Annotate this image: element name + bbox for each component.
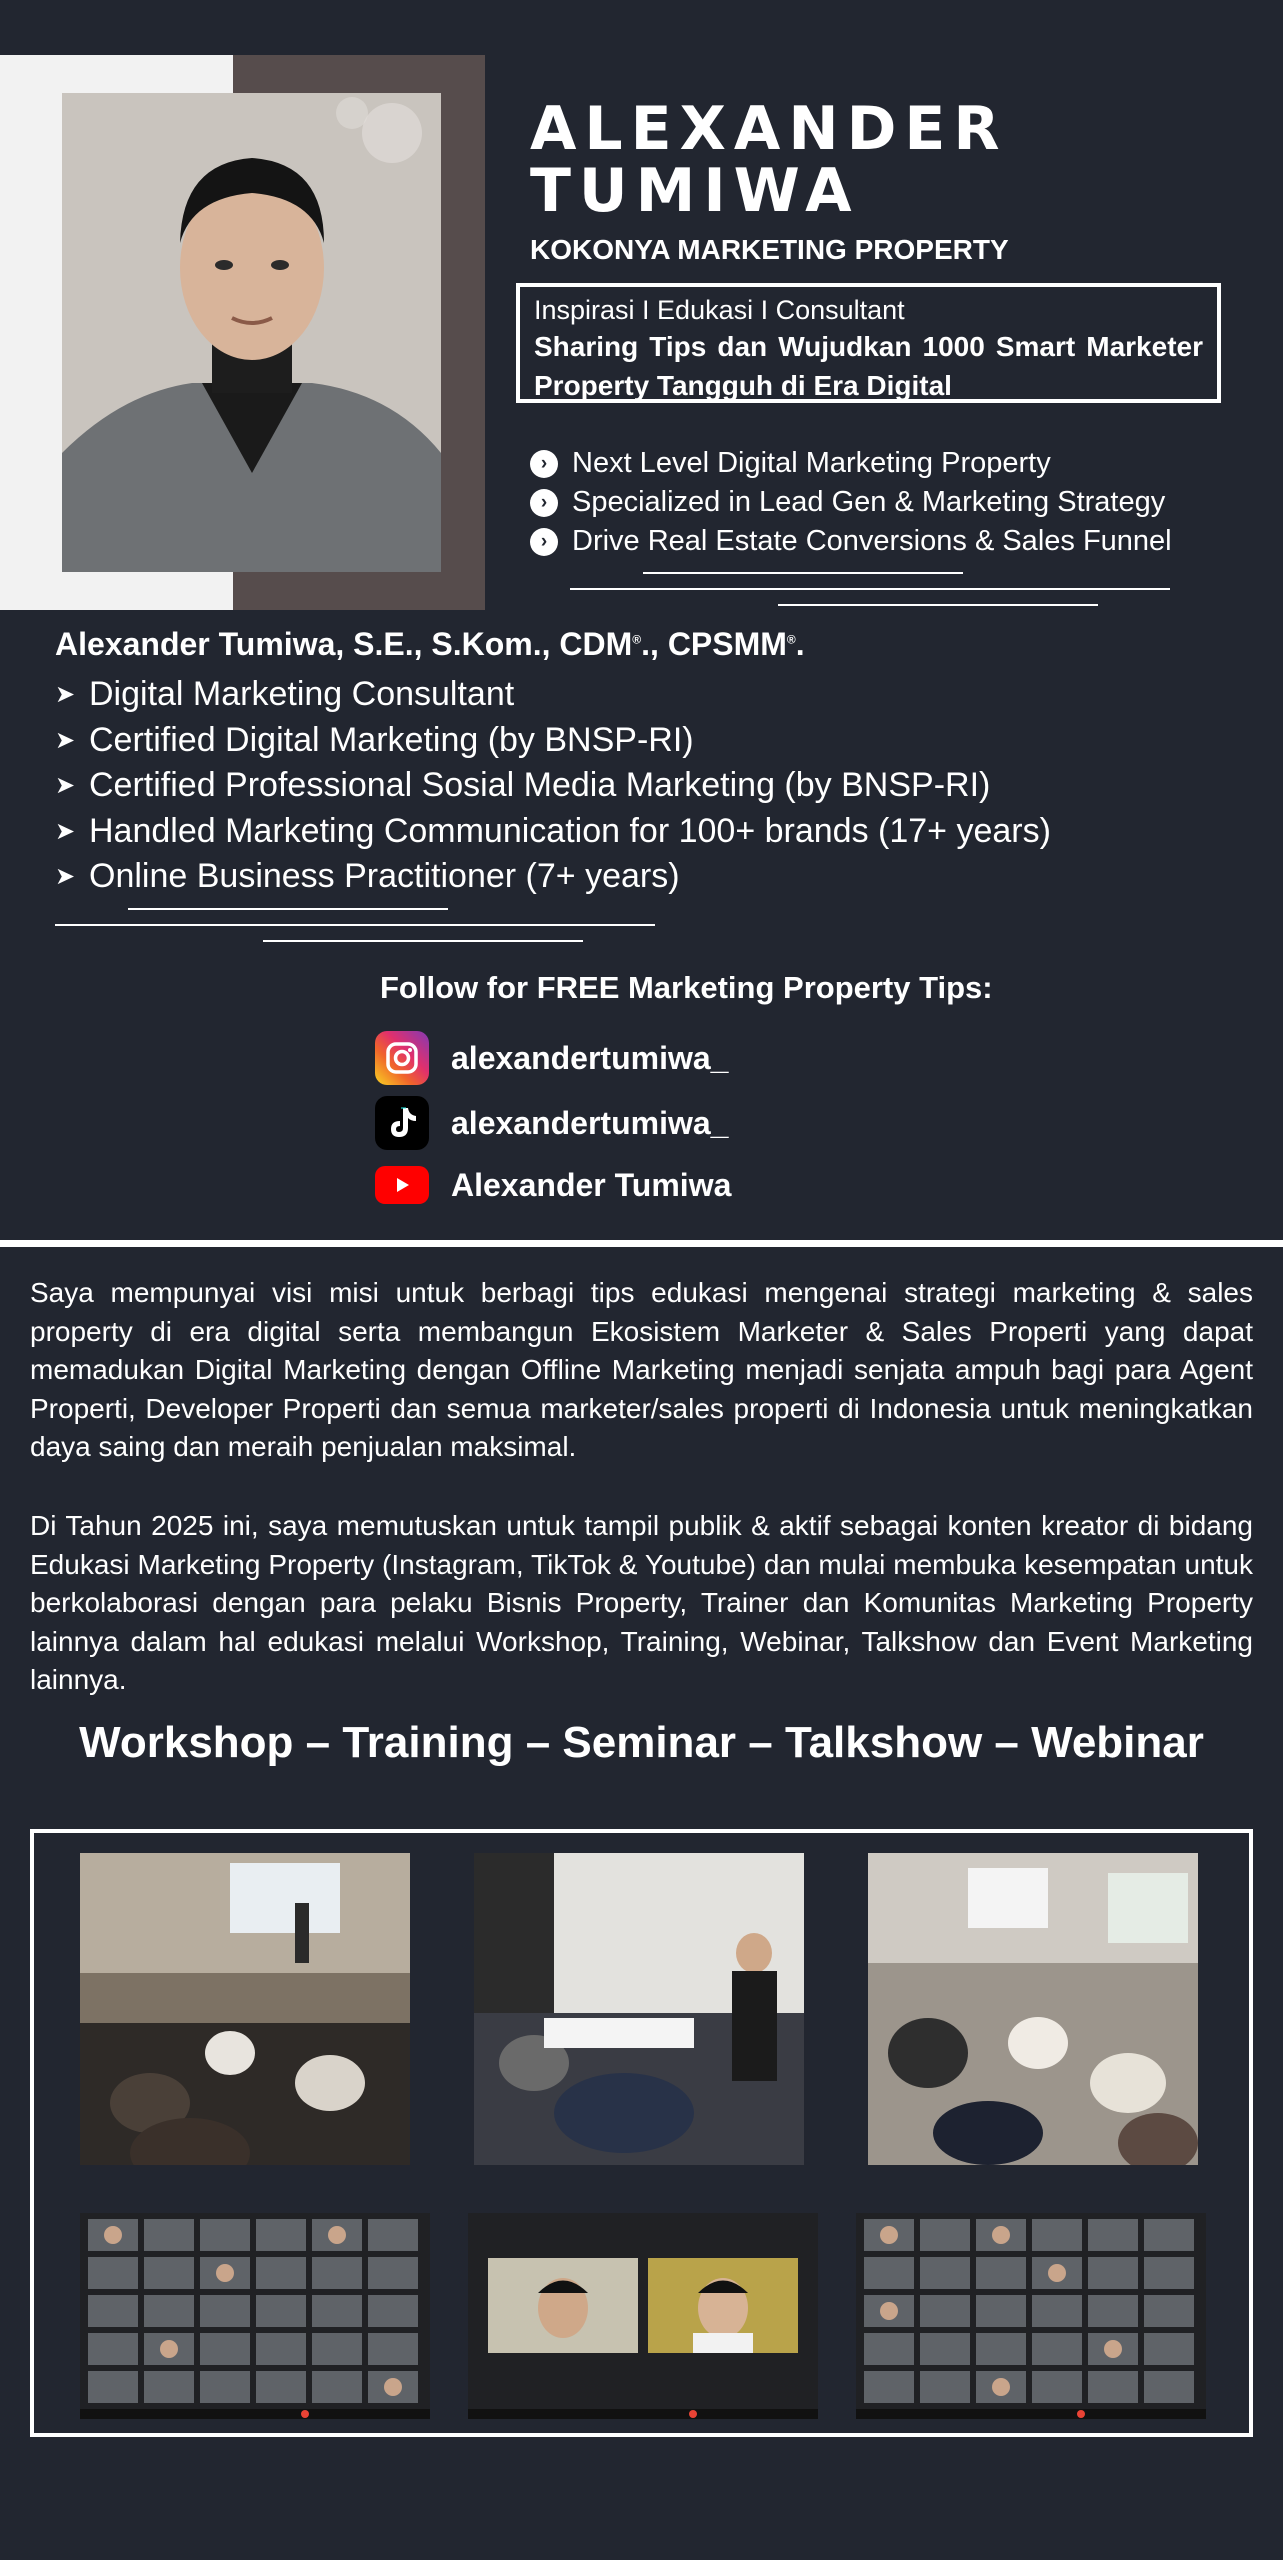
credentials-name xyxy=(55,626,805,663)
instagram-handle: alexandertumiwa_ xyxy=(451,1039,729,1076)
divider-line xyxy=(570,588,1170,590)
credential-text: Online Business Practitioner (7+ years) xyxy=(89,857,680,896)
chevron-right-circle-icon: › xyxy=(530,528,558,556)
page-title xyxy=(530,94,1250,226)
bullet-text: Specialized in Lead Gen & Marketing Strategy xyxy=(572,486,1166,518)
credential-text: Certified Digital Marketing (by BNSP-RI) xyxy=(89,720,694,759)
arrow-right-icon: ➤ xyxy=(55,726,76,754)
list-item xyxy=(55,854,1051,900)
subtitle: KOKONYA MARKETING PROPERTY xyxy=(530,234,1009,265)
about-paragraph-2: Di Tahun 2025 ini, saya memutuskan untuk tampil publik & aktif sebagai konten kreator di bidang Edukasi Marketing Property (Instagram, TikTok & Youtube) dan mulai membuka kesempatan untuk berkolaborasi dengan para pelaku Bisnis Property, Trainer dan Komunitas Marketing Property lainnya dalam hal edukasi melalui Workshop, Training, Webinar, Talkshow dan Event Marketing lainnya. xyxy=(30,1510,1253,1695)
section-divider xyxy=(0,1240,1283,1247)
workshop-photo xyxy=(474,1853,804,2165)
about-paragraph-1: Saya mempunyai visi misi untuk berbagi tips edukasi mengenai strategi marketing & sales property di era digital serta membangun Ekosistem Marketer & Sales Properti yang dapat memadukan Digital Marketing dengan Offline Marketing menjadi senjata ampuh bagi para Agent Properti, Developer Properti dan semua marketer/sales properti di Indonesia untuk meningkatkan daya saing dan meraih penjualan maksimal. xyxy=(30,1277,1253,1462)
credentials-name-part: ., CPSMM xyxy=(641,626,787,662)
credentials-list xyxy=(55,672,1051,900)
arrow-right-icon: ➤ xyxy=(55,863,76,891)
arrow-right-icon: ➤ xyxy=(55,817,76,845)
tagline-box xyxy=(516,283,1221,403)
bullet-text: Drive Real Estate Conversions & Sales Funnel xyxy=(572,525,1172,557)
tagline-line1: Inspirasi I Edukasi I Consultant xyxy=(534,295,905,325)
events-heading: Workshop – Training – Seminar – Talkshow – Webinar xyxy=(79,1718,1204,1767)
list-item xyxy=(530,483,1172,522)
credential-text: Digital Marketing Consultant xyxy=(89,675,515,714)
arrow-right-icon: ➤ xyxy=(55,772,76,800)
chevron-right-circle-icon: › xyxy=(530,489,558,517)
bullet-text: Next Level Digital Marketing Property xyxy=(572,447,1051,479)
webinar-screenshot xyxy=(856,2213,1206,2419)
tagline-line2: Sharing Tips dan Wujudkan 1000 Smart Marketer Property Tangguh di Era Digital xyxy=(534,331,1203,401)
list-item xyxy=(530,522,1172,561)
credential-text: Certified Professional Sosial Media Marketing (by BNSP-RI) xyxy=(89,766,991,805)
workshop-photo xyxy=(868,1853,1198,2165)
credential-text: Handled Marketing Communication for 100+ brands (17+ years) xyxy=(89,811,1051,850)
youtube-channel: Alexander Tumiwa xyxy=(451,1166,732,1203)
list-item xyxy=(55,718,1051,764)
event-gallery xyxy=(30,1829,1253,2437)
webinar-screenshot xyxy=(468,2213,818,2419)
list-item xyxy=(55,809,1051,855)
webinar-screenshot xyxy=(80,2213,430,2419)
credentials-name-part: Alexander Tumiwa, S.E., S.Kom., CDM xyxy=(55,626,633,662)
divider-line xyxy=(643,572,963,574)
arrow-right-icon: ➤ xyxy=(55,681,76,709)
hero-bullet-list xyxy=(530,444,1172,561)
instagram-icon xyxy=(375,1031,429,1085)
list-item xyxy=(530,444,1172,483)
list-item xyxy=(55,763,1051,809)
registered-mark: ® xyxy=(786,632,796,647)
registered-mark: ® xyxy=(632,632,642,647)
youtube-icon xyxy=(375,1166,429,1204)
chevron-right-circle-icon: › xyxy=(530,450,558,478)
follow-heading: Follow for FREE Marketing Property Tips: xyxy=(380,970,993,1005)
tiktok-handle: alexandertumiwa_ xyxy=(451,1104,729,1141)
divider-line xyxy=(128,908,448,910)
list-item xyxy=(55,672,1051,718)
divider-line xyxy=(778,604,1098,606)
credentials-name-part: . xyxy=(795,626,805,662)
divider-line xyxy=(55,924,655,926)
instagram-link[interactable] xyxy=(375,1031,728,1085)
profile-photo xyxy=(62,93,441,572)
name-heading: ALEXANDER TUMIWA xyxy=(530,94,1008,226)
divider-line xyxy=(263,940,583,942)
tiktok-icon xyxy=(375,1096,429,1150)
workshop-photo xyxy=(80,1853,410,2165)
tiktok-link[interactable] xyxy=(375,1096,728,1150)
youtube-link[interactable] xyxy=(375,1166,731,1204)
